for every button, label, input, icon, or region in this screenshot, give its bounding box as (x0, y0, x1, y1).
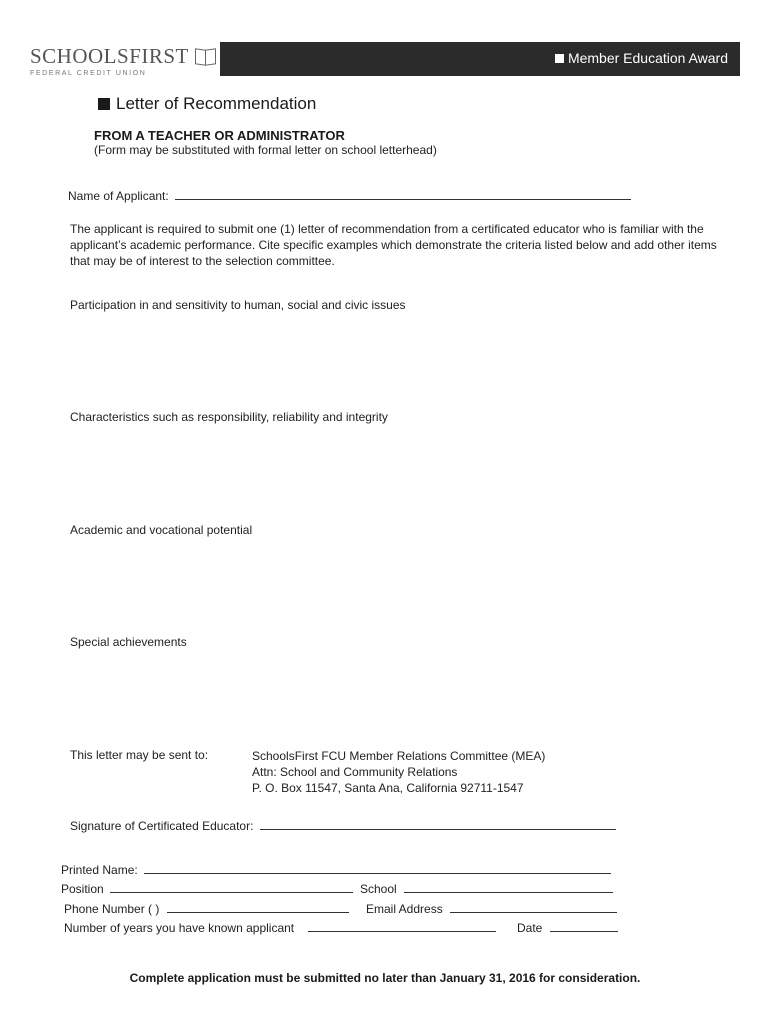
page-title-text: Letter of Recommendation (116, 94, 317, 113)
email-field[interactable] (450, 900, 617, 913)
position-label: Position (61, 882, 104, 896)
phone-label: Phone Number ( ) (64, 902, 160, 916)
mailing-address (252, 748, 545, 796)
date-label: Date (517, 921, 543, 935)
position-field[interactable] (110, 880, 353, 893)
brand-logo (30, 44, 217, 77)
signature-row (70, 817, 616, 833)
instructions-text: The applicant is required to submit one (1) letter of recommendation from a certificated educator who is familiar with the applicant’s academic performance. Cite specific examples which demonstrate the criteria listed below and add other items that may be of interest to the selection committee. (70, 222, 717, 268)
date-row (517, 919, 618, 935)
form-subheading: (Form may be substituted with formal letter on school letterhead) (94, 143, 437, 157)
position-row (61, 880, 353, 896)
criterion-academic: Academic and vocational potential (70, 523, 253, 537)
school-row (360, 880, 613, 896)
applicant-row (68, 187, 631, 203)
school-label: School (360, 882, 397, 896)
signature-label: Signature of Certificated Educator: (70, 819, 254, 833)
years-row (64, 919, 496, 935)
banner-label: Member Education Award (567, 50, 728, 66)
address-line: SchoolsFirst FCU Member Relations Committee (MEA) (252, 749, 546, 763)
logo-subtitle: FEDERAL CREDIT UNION (30, 70, 147, 77)
address-line: Attn: School and Community Relations (252, 765, 458, 779)
applicant-label: Name of Applicant: (68, 189, 169, 203)
deadline-notice: Complete application must be submitted no later than January 31, 2016 for consideration. (129, 971, 641, 985)
header-banner (220, 42, 740, 76)
criterion-achievements: Special achievements (70, 635, 187, 649)
date-field[interactable] (550, 919, 618, 932)
signature-field[interactable] (260, 817, 616, 830)
square-bullet-icon (555, 54, 564, 63)
email-label: Email Address (366, 902, 443, 916)
printed-name-field[interactable] (144, 861, 611, 874)
years-field[interactable] (308, 919, 496, 932)
school-field[interactable] (404, 880, 613, 893)
criterion-civic: Participation in and sensitivity to human, social and civic issues (70, 298, 406, 312)
square-bullet-icon (98, 98, 110, 110)
logo-wordmark: SCHOOLSFIRST (30, 44, 189, 68)
applicant-name-field[interactable] (175, 187, 631, 200)
phone-field[interactable] (167, 900, 349, 913)
email-row (366, 900, 617, 916)
book-icon (195, 49, 217, 65)
address-line: P. O. Box 11547, Santa Ana, California 92711-1547 (252, 781, 524, 795)
printed-name-row (61, 861, 611, 877)
page-title (98, 94, 316, 114)
send-to-label: This letter may be sent to: (70, 748, 209, 762)
printed-name-label: Printed Name: (61, 863, 138, 877)
years-label: Number of years you have known applicant (64, 921, 295, 935)
form-heading: FROM A TEACHER OR ADMINISTRATOR (94, 128, 345, 143)
criterion-character: Characteristics such as responsibility, reliability and integrity (70, 410, 388, 424)
phone-row (64, 900, 349, 916)
